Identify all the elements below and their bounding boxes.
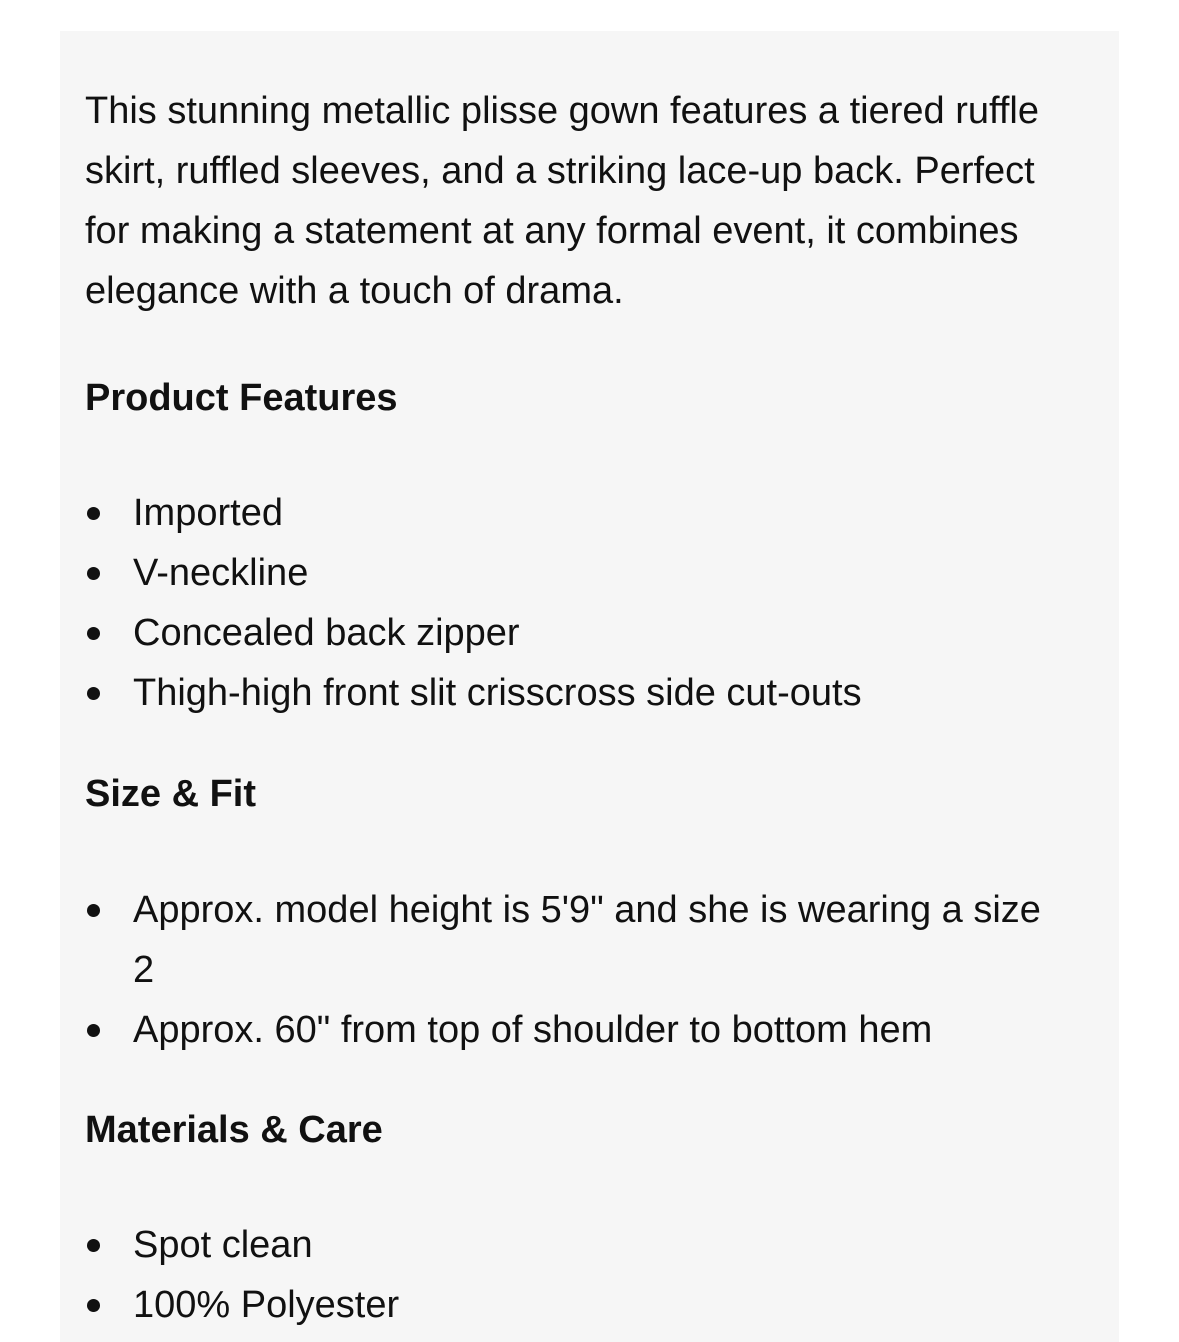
list-item [85,603,1085,663]
list-item-text: 100% Polyester [133,1284,400,1326]
bullet-icon [87,687,100,700]
list-item-text: V-neckline [133,552,309,594]
list-item-text: Imported [133,492,283,534]
list-item [85,543,1085,603]
list-item [85,483,1085,543]
product-description: This stunning metallic plisse gown features a tiered ruffle skirt, ruffled sleeves, and a striking lace-up back. Perfect for making a statement at any formal event, it combines elegance with a touch of drama. [85,90,1040,312]
bullet-icon [87,1239,100,1252]
product-details-panel [60,31,1119,1342]
size-fit-list [85,880,1045,1060]
list-item [85,1275,1085,1335]
bullet-icon [87,507,100,520]
list-item [85,1000,1045,1060]
section-title-size-fit: Size & Fit [85,773,257,815]
list-item [85,1215,1085,1275]
list-item-text: Approx. 60" from top of shoulder to bottom hem [133,1009,933,1051]
section-title-product-features: Product Features [85,377,398,419]
materials-care-list [85,1215,1085,1335]
bullet-icon [87,567,100,580]
section-title-materials-care: Materials & Care [85,1109,383,1151]
bullet-icon [87,1299,100,1312]
list-item-text: Spot clean [133,1224,313,1266]
product-features-list [85,483,1085,723]
list-item-text: Thigh-high front slit crisscross side cut-outs [133,672,862,714]
list-item [85,663,1085,723]
list-item [85,880,1045,1000]
bullet-icon [87,1024,100,1037]
bullet-icon [87,627,100,640]
list-item-text: Concealed back zipper [133,612,520,654]
list-item-text: Approx. model height is 5'9" and she is wearing a size 2 [133,889,1041,991]
bullet-icon [87,904,100,917]
